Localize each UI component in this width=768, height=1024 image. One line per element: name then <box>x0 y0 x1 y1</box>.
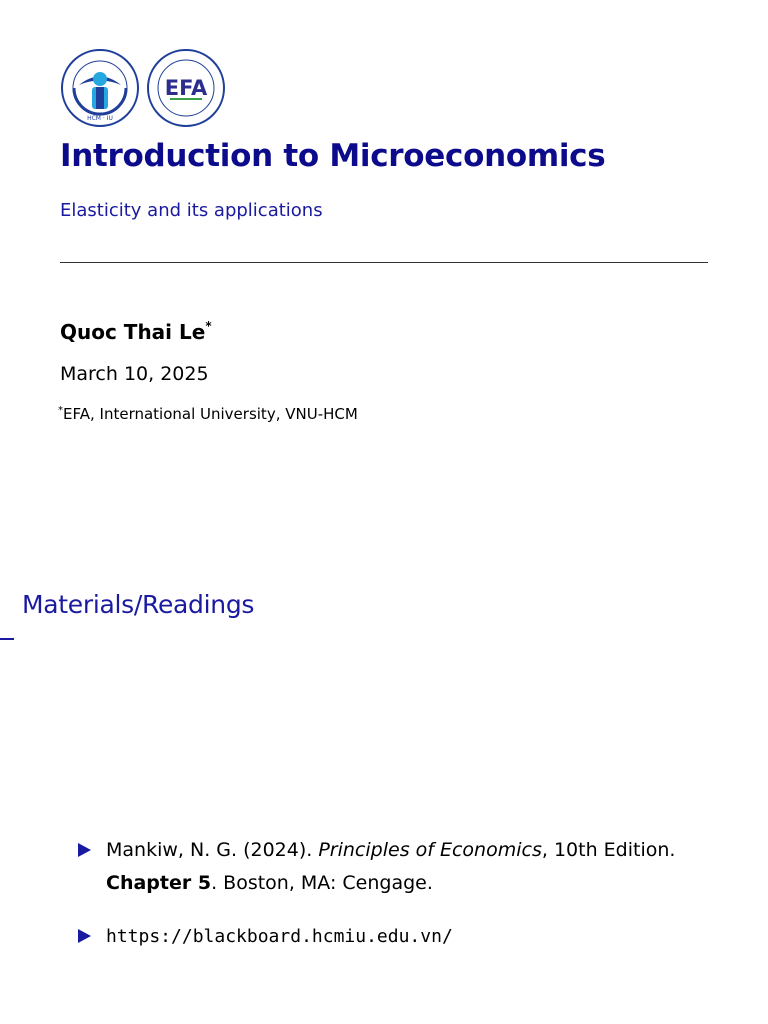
efa-logo <box>146 48 226 128</box>
blackboard-link[interactable]: https://blackboard.hcmiu.edu.vn/ <box>106 926 453 947</box>
logo-group <box>60 48 226 128</box>
affiliation-footnote-mark: * <box>58 405 63 416</box>
svg-text:HCM · IU: HCM · IU <box>87 115 113 122</box>
page-title: Introduction to Microeconomics <box>60 138 606 174</box>
triangle-bullet-icon <box>78 929 91 943</box>
affiliation-text: EFA, International University, VNU-HCM <box>63 405 358 423</box>
reading-book-title: Principles of Economics <box>318 839 542 861</box>
title-divider <box>60 262 708 263</box>
author-name <box>60 320 212 344</box>
readings-list <box>76 834 726 953</box>
section-underline-mark <box>0 638 14 640</box>
reading-edition: , 10th Edition. <box>541 839 676 861</box>
author-footnote-mark: * <box>205 319 212 334</box>
presentation-date: March 10, 2025 <box>60 363 209 385</box>
reading-item <box>76 920 726 953</box>
reading-item <box>76 834 726 900</box>
svg-text:EFA: EFA <box>164 76 208 100</box>
hcmiu-logo <box>60 48 140 128</box>
reading-chapter: Chapter 5 <box>106 872 212 894</box>
author-name-text: Quoc Thai Le <box>60 320 206 344</box>
reading-publisher: . Boston, MA: Cengage. <box>211 872 433 894</box>
triangle-bullet-icon <box>78 843 91 857</box>
section-title: Materials/Readings <box>22 590 255 619</box>
reading-author-year: Mankiw, N. G. (2024). <box>106 839 319 861</box>
author-affiliation <box>58 405 358 423</box>
page-subtitle: Elasticity and its applications <box>60 200 323 221</box>
